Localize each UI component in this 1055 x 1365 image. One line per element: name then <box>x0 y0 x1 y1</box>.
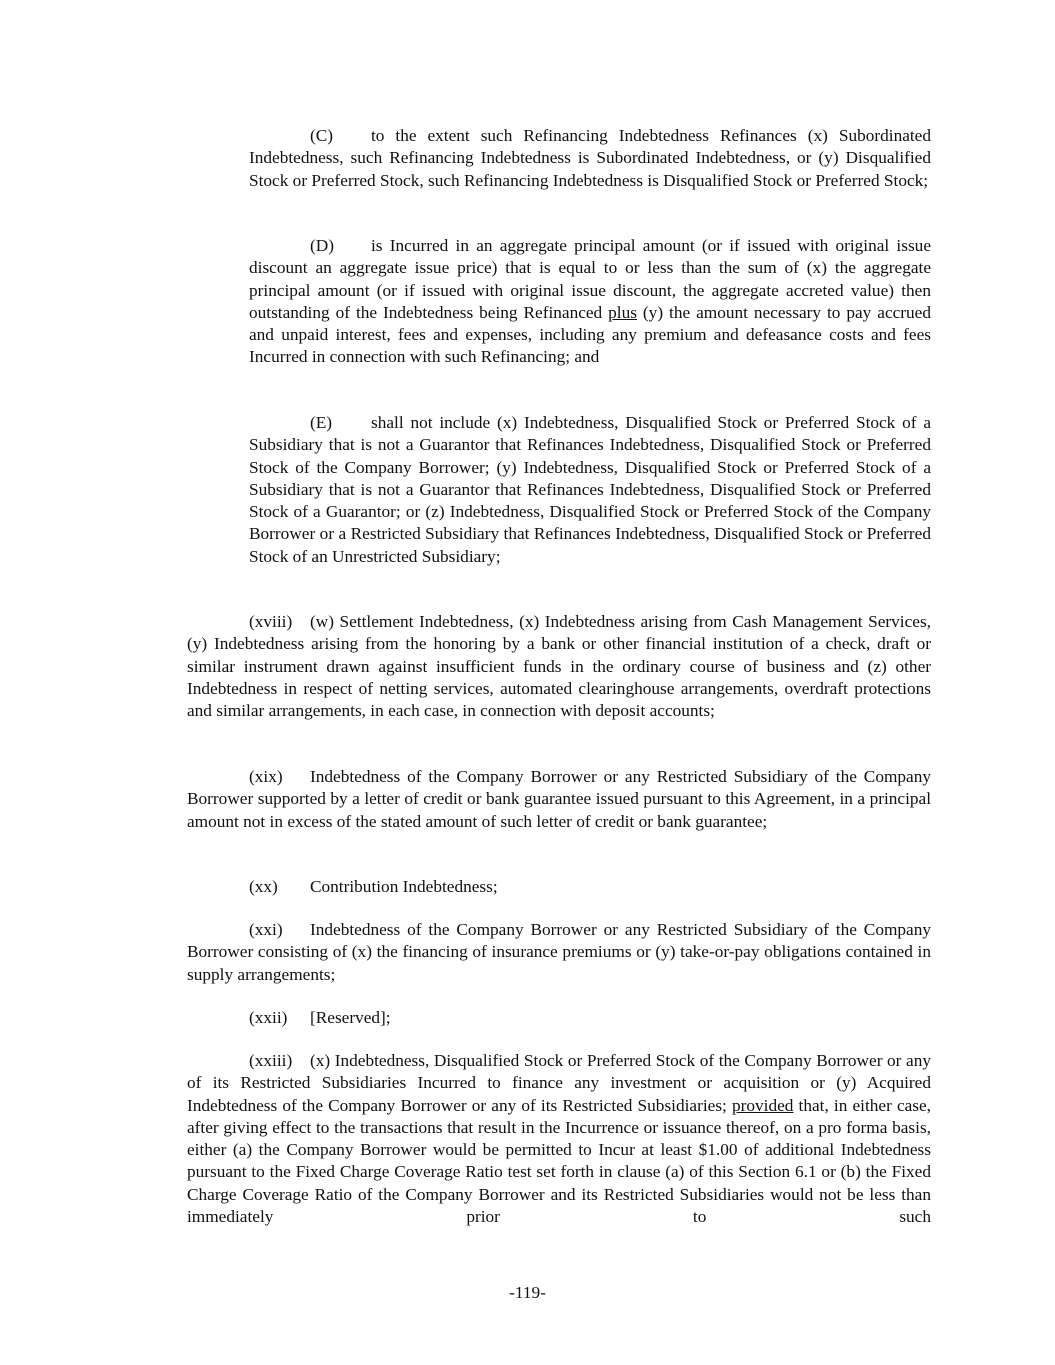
clause-label: (C) <box>310 126 334 145</box>
clause-text: (x) Indebtedness, Disqualified Stock or Preferred Stock of the Company Borrower or any of its Restricted Subsidiaries Incurred to finance any investment or acquisition or (y) Acquired Indebtedness of the Company Borrower or any of its Restricted Subsidiaries; <box>187 1051 931 1115</box>
clause-label: (xviii) <box>249 612 293 631</box>
clause-text: Contribution Indebtedness; <box>310 877 498 896</box>
emphasis-provided: provided <box>731 1095 794 1115</box>
clause-text: Indebtedness of the Company Borrower or any Restricted Subsidiary of the Company Borrower consisting of (x) the financing of insurance premiums or (y) take-or-pay obligations contained in supply arrangements; <box>187 920 931 984</box>
clause-text: is Incurred in an aggregate principal amount (or if issued with original issue discount an aggregate issue price) that is equal to or less than the sum of (x) the aggregate principal amount (or if issued with original issue discount, the aggregate accreted value) then outstanding of the Indebtedness being Refinanced <box>249 236 931 322</box>
clause-label: (E) <box>310 413 333 432</box>
clause-label: (xx) <box>249 877 278 896</box>
clause-text: (w) Settlement Indebtedness, (x) Indebtedness arising from Cash Management Services, (y) Indebtedness arising from the honoring by a bank or other financial institution of a check, draft or similar instrument drawn against insufficient funds in the ordinary course of business and (z) other Indebtedness in respect of netting services, automated clearinghouse arrangements, overdraft protections and similar arrangements, in each case, in connection with deposit accounts; <box>187 612 931 721</box>
paragraph-xix <box>187 766 931 833</box>
paragraph-xxiii <box>187 1050 931 1228</box>
clause-text: that, in either case, after giving effect to the transactions that result in the Incurrence or issuance thereof, on a pro forma basis, either (a) the Company Borrower would be permitted to Incur at least $1.00 of additional Indebtedness pursuant to the Fixed Charge Coverage Ratio test set forth in clause (a) of this Section 6.1 or (b) the Fixed Charge Coverage Ratio of the Company Borrower and its Restricted Subsidiaries would not be less than immediately prior to such <box>187 1095 932 1227</box>
clause-text: shall not include (x) Indebtedness, Disqualified Stock or Preferred Stock of a Subsidiary that is not a Guarantor that Refinances Indebtedness, Disqualified Stock or Preferred Stock of the Company Borrower; (y) Indebtedness, Disqualified Stock or Preferred Stock of a Subsidiary that is not a Guarantor that Refinances Indebtedness, Disqualified Stock or Preferred Stock of a Guarantor; or (z) Indebtedness, Disqualified Stock or Preferred Stock of the Company Borrower or a Restricted Subsidiary that Refinances Indebtedness, Disqualified Stock or Preferred Stock of an Unrestricted Subsidiary; <box>249 413 931 566</box>
clause-text: to the extent such Refinancing Indebtedness Refinances (x) Subordinated Indebtedness, such Refinancing Indebtedness is Subordinated Indebtedness, or (y) Disqualified Stock or Preferred Stock, such Refinancing Indebtedness is Disqualified Stock or Preferred Stock; <box>249 126 931 190</box>
clause-text: Indebtedness of the Company Borrower or any Restricted Subsidiary of the Company Borrower supported by a letter of credit or bank guarantee issued pursuant to this Agreement, in a principal amount not in excess of the stated amount of such letter of credit or bank guarantee; <box>187 767 931 831</box>
paragraph-c <box>249 125 931 192</box>
clause-label: (xxi) <box>249 920 283 939</box>
clause-label: (xxii) <box>249 1008 288 1027</box>
paragraph-xviii <box>187 611 931 722</box>
paragraph-xxi <box>187 919 931 986</box>
clause-label: (xxiii) <box>249 1051 293 1070</box>
emphasis-plus: plus <box>608 302 637 322</box>
paragraph-xxii <box>187 1007 931 1029</box>
paragraph-d <box>249 235 931 369</box>
clause-label: (D) <box>310 236 334 255</box>
clause-label: (xix) <box>249 767 283 786</box>
clause-text: (y) the amount necessary to pay accrued and unpaid interest, fees and expenses, including any premium and defeasance costs and fees Incurred in connection with such Refinancing; and <box>249 302 931 367</box>
paragraph-xx <box>187 876 931 898</box>
page-number: -119- <box>509 1283 546 1302</box>
clause-text: [Reserved]; <box>310 1008 391 1027</box>
paragraph-e <box>249 412 931 568</box>
